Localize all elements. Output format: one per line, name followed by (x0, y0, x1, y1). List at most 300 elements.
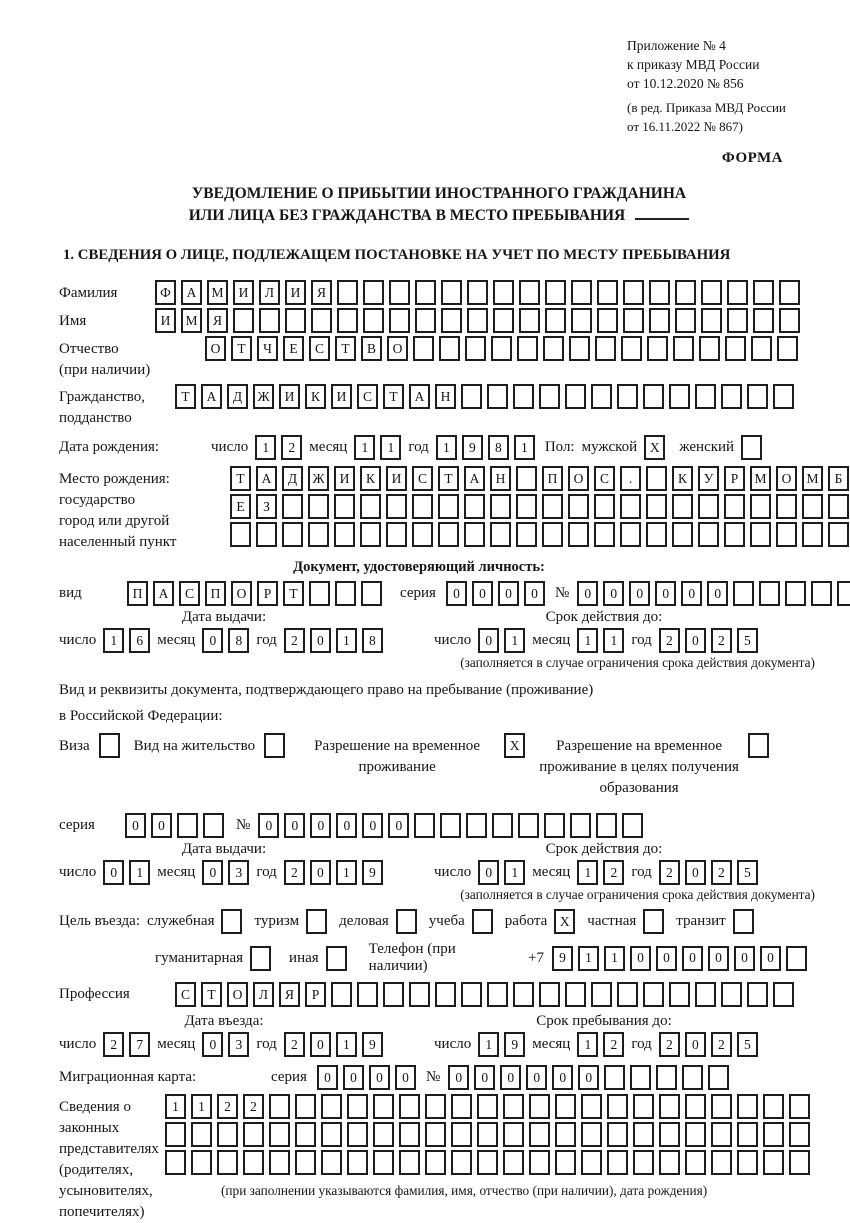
char-cell (646, 466, 667, 491)
char-cell (773, 384, 794, 409)
char-cell (425, 1094, 446, 1119)
purpose-row1: Цель въезда: служебная туризм деловая учеба работа X частная транзит (59, 909, 819, 934)
day-label: число (434, 632, 472, 648)
char-cell (643, 384, 664, 409)
char-cell (477, 1122, 498, 1147)
char-cell: Т (230, 466, 251, 491)
char-cell (389, 308, 410, 333)
residence-valid-month-cells (577, 860, 624, 885)
residence-valid-heading: Срок действия до: (545, 841, 663, 857)
residence-number-label: № (236, 817, 251, 833)
residence-valid-year-cells (659, 860, 758, 885)
doc-valid-month-cells (577, 628, 624, 653)
char-cell: К (672, 466, 693, 491)
migration-number-cells (448, 1065, 729, 1090)
char-cell (308, 522, 329, 547)
char-cell: 0 (577, 581, 598, 606)
stay-month-cells (577, 1032, 624, 1057)
char-cell (435, 982, 456, 1007)
char-cell: 1 (514, 435, 535, 460)
entry-stay-dates (59, 1013, 819, 1057)
field-patronymic (59, 336, 819, 381)
birth-place-row2 (230, 494, 849, 519)
char-cell: Б (828, 466, 849, 491)
char-cell (440, 813, 461, 838)
char-cell: 0 (258, 813, 279, 838)
phone-prefix: +7 (528, 949, 544, 966)
char-cell: 0 (682, 946, 703, 971)
char-cell (503, 1094, 524, 1119)
char-cell (545, 308, 566, 333)
entry-date-heading: Дата въезда: (184, 1013, 264, 1029)
char-cell: О (387, 336, 408, 361)
char-cell: 8 (362, 628, 383, 653)
char-cell (701, 308, 722, 333)
section1-heading: 1. СВЕДЕНИЯ О ЛИЦЕ, ПОДЛЕЖАЩЕМ ПОСТАНОВКЕ НА УЧЕТ ПО МЕСТУ ПРЕБЫВАНИЯ (63, 247, 731, 263)
char-cell (386, 494, 407, 519)
doc-issue-heading: Дата выдачи: (181, 609, 267, 625)
char-cell (711, 1094, 732, 1119)
stay-until-heading: Срок пребывания до: (536, 1013, 672, 1029)
char-cell (699, 336, 720, 361)
char-cell (595, 336, 616, 361)
residence-issue-day-cells (103, 860, 150, 885)
char-cell: 2 (659, 860, 680, 885)
char-cell (776, 494, 797, 519)
char-cell: 0 (395, 1065, 416, 1090)
char-cell (361, 581, 382, 606)
char-cell (513, 982, 534, 1007)
char-cell: 0 (498, 581, 519, 606)
blank-underline (635, 218, 689, 220)
purpose-humanitarian-checkbox (250, 946, 271, 971)
char-cell (786, 946, 807, 971)
residence-doc-options (59, 733, 819, 799)
char-cell (568, 494, 589, 519)
char-cell (594, 494, 615, 519)
char-cell (727, 308, 748, 333)
char-cell (802, 522, 823, 547)
char-cell: 0 (685, 1032, 706, 1057)
char-cell (747, 384, 768, 409)
year-label: год (256, 1036, 277, 1052)
char-cell: 1 (577, 628, 598, 653)
residence-doc-intro: Вид и реквизиты документа, подтверждающего право на пребывание (проживание) в Российской Федерации: (59, 682, 594, 724)
char-cell: Д (227, 384, 248, 409)
char-cell (685, 1094, 706, 1119)
sex-male-label: мужской (581, 439, 638, 455)
char-cell: О (776, 466, 797, 491)
char-cell: Л (253, 982, 274, 1007)
char-cell: Я (311, 280, 332, 305)
residence-valid-day-cells (478, 860, 525, 885)
field-profession (59, 982, 819, 1007)
stay-year-cells (659, 1032, 758, 1057)
char-cell: Ф (155, 280, 176, 305)
residence-validity-note: (заполняется в случае ограничения срока действия документа) (460, 887, 815, 902)
char-cell (763, 1150, 784, 1175)
doc-issue-year-cells (284, 628, 383, 653)
char-cell: С (175, 982, 196, 1007)
char-cell (203, 813, 224, 838)
char-cell (698, 494, 719, 519)
char-cell (630, 1065, 651, 1090)
char-cell: М (802, 466, 823, 491)
char-cell (383, 982, 404, 1007)
char-cell (490, 522, 511, 547)
migration-series-label: серия (271, 1069, 307, 1085)
char-cell (607, 1150, 628, 1175)
char-cell (837, 581, 850, 606)
option-visa: Виза (59, 733, 120, 758)
char-cell: 1 (103, 628, 124, 653)
char-cell: 2 (103, 1032, 124, 1057)
char-cell (517, 336, 538, 361)
char-cell (516, 494, 537, 519)
char-cell (649, 280, 670, 305)
year-label: год (256, 632, 277, 648)
birth-year-cells (436, 435, 535, 460)
char-cell: О (568, 466, 589, 491)
char-cell (334, 494, 355, 519)
char-cell: 2 (603, 860, 624, 885)
field-surname (59, 280, 819, 305)
char-cell (295, 1122, 316, 1147)
char-cell: И (285, 280, 306, 305)
char-cell: Т (231, 336, 252, 361)
stay-day-cells (478, 1032, 525, 1057)
char-cell (543, 336, 564, 361)
char-cell (571, 308, 592, 333)
firstname-label: Имя (59, 313, 87, 329)
char-cell: 9 (552, 946, 573, 971)
char-cell: 1 (191, 1094, 212, 1119)
form-word: ФОРМА (721, 150, 783, 166)
char-cell: 1 (478, 1032, 499, 1057)
char-cell (633, 1094, 654, 1119)
char-cell (373, 1150, 394, 1175)
char-cell (542, 522, 563, 547)
char-cell (759, 581, 780, 606)
char-cell (269, 1094, 290, 1119)
char-cell: 0 (388, 813, 409, 838)
char-cell (555, 1094, 576, 1119)
char-cell (711, 1122, 732, 1147)
char-cell (347, 1122, 368, 1147)
char-cell (466, 813, 487, 838)
char-cell (477, 1094, 498, 1119)
char-cell (321, 1150, 342, 1175)
char-cell: С (594, 466, 615, 491)
sex-male-checkbox (644, 435, 665, 460)
char-cell (763, 1094, 784, 1119)
char-cell: 1 (129, 860, 150, 885)
field-firstname (59, 308, 819, 333)
char-cell (165, 1122, 186, 1147)
visa-checkbox (99, 733, 120, 758)
char-cell: 2 (281, 435, 302, 460)
char-cell (191, 1150, 212, 1175)
char-cell: 2 (284, 628, 305, 653)
char-cell (597, 308, 618, 333)
char-cell: 1 (504, 628, 525, 653)
month-label: месяц (157, 864, 196, 880)
char-cell: 0 (578, 1065, 599, 1090)
char-cell (373, 1122, 394, 1147)
char-cell (594, 522, 615, 547)
year-label: год (631, 1036, 652, 1052)
edu-permit-checkbox (748, 733, 769, 758)
char-cell (467, 308, 488, 333)
char-cell (748, 733, 769, 758)
char-cell (539, 982, 560, 1007)
citizenship-label: Гражданство, подданство (59, 389, 146, 426)
char-cell (621, 336, 642, 361)
char-cell: А (181, 280, 202, 305)
char-cell (321, 1094, 342, 1119)
char-cell: И (331, 384, 352, 409)
char-cell (516, 522, 537, 547)
day-label: число (434, 1036, 472, 1052)
char-cell (441, 308, 462, 333)
char-cell: 8 (228, 628, 249, 653)
char-cell (347, 1150, 368, 1175)
edition-line: (в ред. Приказа МВД России (627, 100, 786, 115)
char-cell (415, 308, 436, 333)
char-cell: М (750, 466, 771, 491)
form-title-line2: ИЛИ ЛИЦА БЕЗ ГРАЖДАНСТВА В МЕСТО ПРЕБЫВАНИЯ (59, 205, 819, 227)
char-cell (737, 1150, 758, 1175)
char-cell (516, 466, 537, 491)
char-cell: 0 (310, 628, 331, 653)
char-cell: А (256, 466, 277, 491)
char-cell: 0 (526, 1065, 547, 1090)
char-cell (646, 522, 667, 547)
char-cell (441, 280, 462, 305)
char-cell: 8 (488, 435, 509, 460)
char-cell: 0 (478, 628, 499, 653)
char-cell (711, 1150, 732, 1175)
char-cell: И (155, 308, 176, 333)
char-cell (753, 308, 774, 333)
birth-date-label: Дата рождения: (59, 439, 160, 455)
char-cell: П (542, 466, 563, 491)
char-cell (487, 384, 508, 409)
option-residence-permit: Вид на жительство (134, 733, 285, 758)
char-cell (519, 280, 540, 305)
char-cell (295, 1094, 316, 1119)
char-cell (256, 522, 277, 547)
char-cell (570, 813, 591, 838)
char-cell (633, 1122, 654, 1147)
char-cell (461, 982, 482, 1007)
char-cell: 9 (462, 435, 483, 460)
surname-label: Фамилия (59, 285, 118, 301)
migration-series-cells (317, 1065, 416, 1090)
residence-permit-checkbox (264, 733, 285, 758)
char-cell: 2 (284, 860, 305, 885)
char-cell (282, 522, 303, 547)
doc-number-cells (577, 581, 850, 606)
residence-valid-block (434, 841, 819, 885)
char-cell: 1 (354, 435, 375, 460)
char-cell: А (153, 581, 174, 606)
char-cell: Н (490, 466, 511, 491)
form-title-line1: УВЕДОМЛЕНИЕ О ПРИБЫТИИ ИНОСТРАННОГО ГРАЖДАНИНА (191, 185, 687, 202)
purpose-transit-checkbox (733, 909, 754, 934)
char-cell: Т (383, 384, 404, 409)
char-cell (596, 813, 617, 838)
char-cell (414, 813, 435, 838)
char-cell: X (644, 435, 665, 460)
char-cell (750, 494, 771, 519)
char-cell (724, 494, 745, 519)
char-cell (439, 336, 460, 361)
birth-place-label: Место рождения: государство город или другой населенный пункт (59, 471, 177, 550)
char-cell (737, 1094, 758, 1119)
char-cell (409, 982, 430, 1007)
doc-kind-cells (127, 581, 382, 606)
char-cell: 0 (343, 1065, 364, 1090)
char-cell (503, 1122, 524, 1147)
birth-day-cells (255, 435, 302, 460)
char-cell (539, 384, 560, 409)
char-cell: 2 (711, 628, 732, 653)
char-cell: 0 (310, 860, 331, 885)
char-cell: 1 (380, 435, 401, 460)
char-cell: . (620, 466, 641, 491)
legal-reps-row3 (165, 1150, 810, 1175)
char-cell (737, 1122, 758, 1147)
day-label: число (434, 864, 472, 880)
doc-valid-heading: Срок действия до: (545, 609, 663, 625)
legal-reps-row1 (165, 1094, 810, 1119)
char-cell: П (205, 581, 226, 606)
char-cell (620, 494, 641, 519)
char-cell: 0 (474, 1065, 495, 1090)
char-cell: Т (438, 466, 459, 491)
char-cell (776, 522, 797, 547)
char-cell (617, 982, 638, 1007)
char-cell: 0 (362, 813, 383, 838)
birth-date-group (211, 435, 535, 460)
char-cell (451, 1122, 472, 1147)
purpose-work-checkbox (554, 909, 575, 934)
profession-label: Профессия (59, 986, 130, 1002)
char-cell (649, 308, 670, 333)
char-cell (191, 1122, 212, 1147)
char-cell: Л (259, 280, 280, 305)
char-cell (669, 982, 690, 1007)
month-label: месяц (309, 439, 348, 455)
residence-series-cells (125, 813, 224, 838)
field-birth-place (59, 466, 843, 553)
char-cell: П (127, 581, 148, 606)
char-cell (672, 522, 693, 547)
char-cell: Ч (257, 336, 278, 361)
month-label: месяц (532, 1036, 571, 1052)
char-cell (464, 494, 485, 519)
char-cell (306, 909, 327, 934)
firstname-cells (155, 308, 800, 333)
sex-female-label: женский (679, 439, 735, 455)
char-cell: 2 (711, 1032, 732, 1057)
char-cell (591, 982, 612, 1007)
char-cell: 1 (336, 628, 357, 653)
char-cell: М (207, 280, 228, 305)
char-cell (802, 494, 823, 519)
char-cell: Ж (253, 384, 274, 409)
char-cell (518, 813, 539, 838)
profession-cells (175, 982, 794, 1007)
char-cell: 0 (655, 581, 676, 606)
citizenship-cells (175, 384, 794, 409)
char-cell (777, 336, 798, 361)
char-cell (623, 280, 644, 305)
year-label: год (631, 632, 652, 648)
char-cell (334, 522, 355, 547)
char-cell (529, 1094, 550, 1119)
char-cell: 0 (708, 946, 729, 971)
char-cell: 1 (577, 860, 598, 885)
doc-series-label: серия (400, 585, 436, 601)
char-cell: 1 (165, 1094, 186, 1119)
char-cell (698, 522, 719, 547)
char-cell: Р (724, 466, 745, 491)
char-cell: 3 (228, 860, 249, 885)
char-cell (99, 733, 120, 758)
char-cell: 0 (472, 581, 493, 606)
char-cell: 1 (436, 435, 457, 460)
char-cell (399, 1122, 420, 1147)
char-cell: 0 (125, 813, 146, 838)
char-cell: 1 (336, 1032, 357, 1057)
char-cell (685, 1150, 706, 1175)
char-cell: 0 (500, 1065, 521, 1090)
char-cell (685, 1122, 706, 1147)
char-cell: Е (230, 494, 251, 519)
identity-doc-dates (59, 609, 819, 653)
char-cell (467, 280, 488, 305)
char-cell (282, 494, 303, 519)
char-cell: 0 (629, 581, 650, 606)
char-cell: А (201, 384, 222, 409)
char-cell (177, 813, 198, 838)
char-cell (415, 280, 436, 305)
char-cell (828, 522, 849, 547)
char-cell: К (305, 384, 326, 409)
char-cell (337, 308, 358, 333)
char-cell: 2 (243, 1094, 264, 1119)
patronymic-cells (205, 336, 798, 361)
char-cell: 2 (284, 1032, 305, 1057)
option-edu-permit: Разрешение на временное проживание в целях получения образования (539, 733, 769, 799)
residence-series-label: серия (59, 817, 95, 833)
purpose-business-checkbox (221, 909, 242, 934)
char-cell (360, 494, 381, 519)
residence-issue-month-cells (202, 860, 249, 885)
char-cell: У (698, 466, 719, 491)
char-cell (438, 494, 459, 519)
char-cell: X (554, 909, 575, 934)
char-cell (617, 384, 638, 409)
char-cell (695, 982, 716, 1007)
char-cell (269, 1150, 290, 1175)
char-cell: 1 (603, 628, 624, 653)
char-cell: 2 (659, 1032, 680, 1057)
char-cell: 0 (734, 946, 755, 971)
day-label: число (59, 632, 97, 648)
